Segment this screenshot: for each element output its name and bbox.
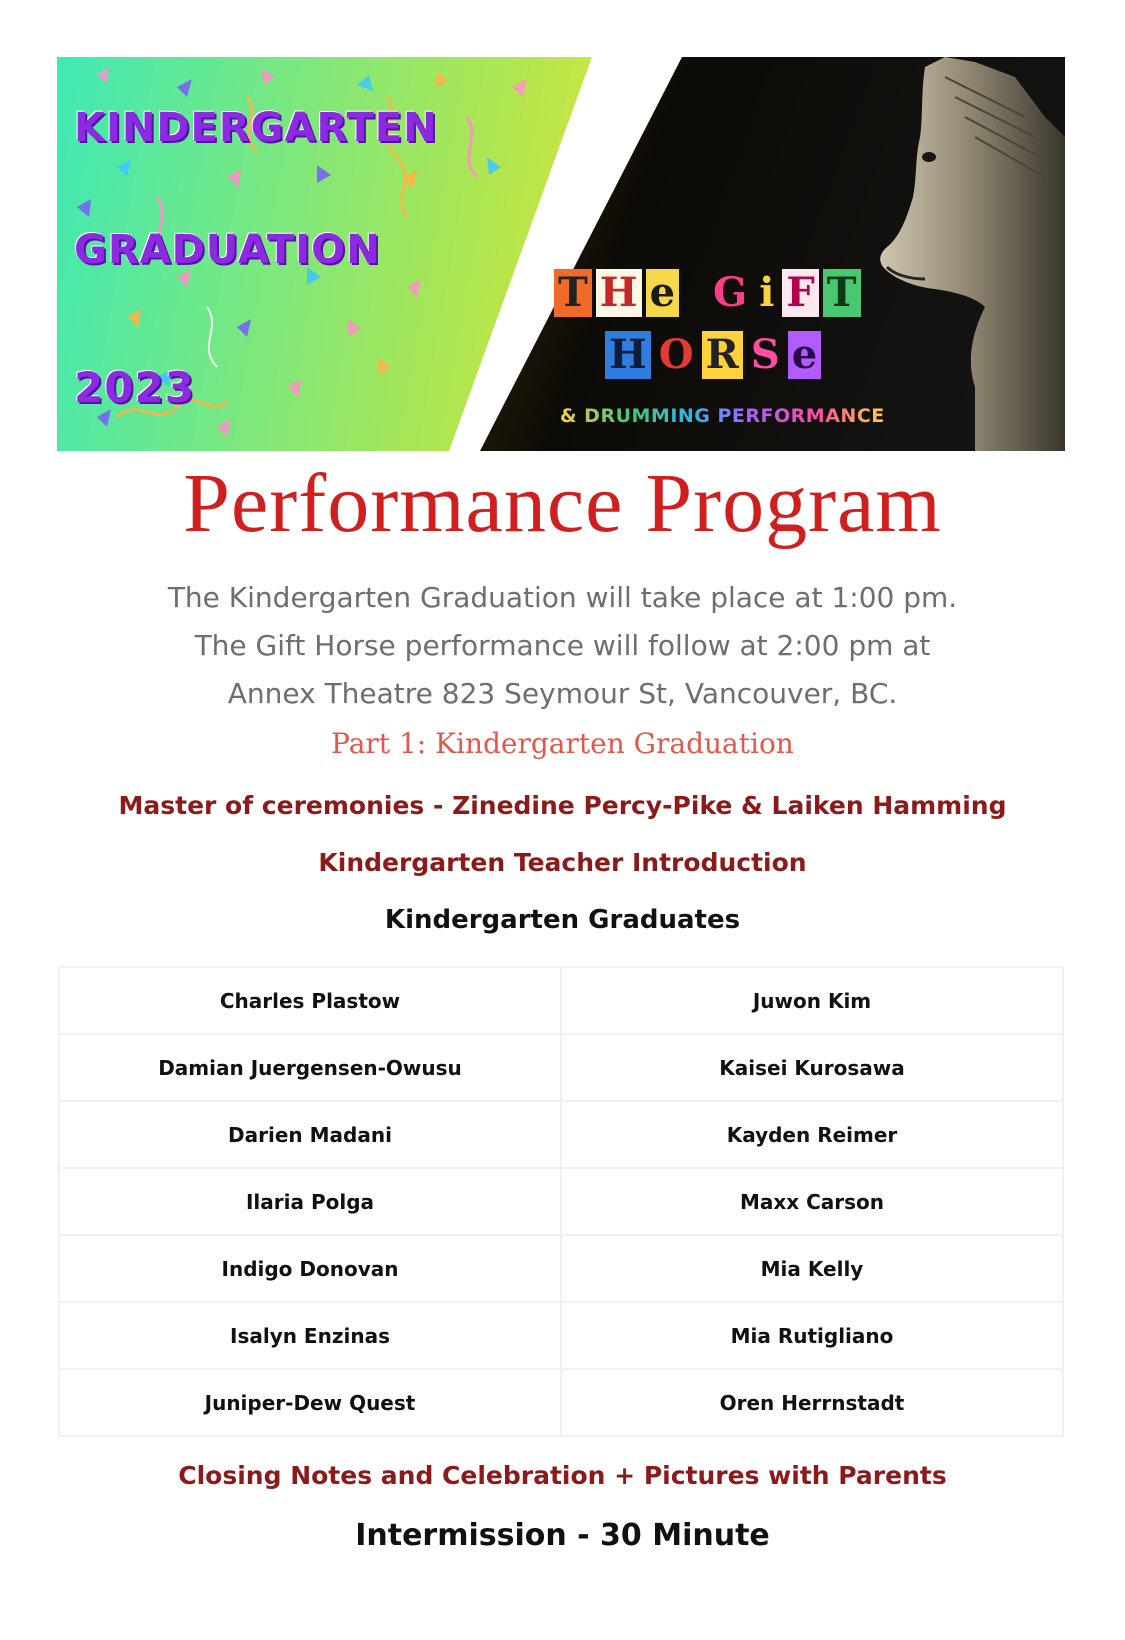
graduates-heading: Kindergarten Graduates — [384, 905, 741, 935]
banner-year-text: 2023 — [74, 363, 195, 412]
master-of-ceremonies: Master of ceremonies - Zinedine Percy-Pike & Laiken Hamming — [118, 791, 1007, 820]
header-banner — [57, 57, 1065, 451]
event-info-line: The Gift Horse performance will follow at 2:00 pm at — [194, 629, 931, 662]
graduate-name: Mia Kelly — [561, 1235, 1063, 1302]
graduate-name: Maxx Carson — [561, 1168, 1063, 1235]
table-row — [59, 967, 1063, 1034]
page-title: Performance Program — [183, 457, 942, 550]
event-info — [0, 574, 1125, 718]
banner-kindergarten-text: KINDERGARTEN — [74, 105, 438, 151]
graduate-name: Kayden Reimer — [561, 1101, 1063, 1168]
graduate-name: Juwon Kim — [561, 967, 1063, 1034]
banner-subtitle-text: & DRUMMING PERFORMANCE — [560, 405, 885, 427]
graduate-name: Darien Madani — [59, 1101, 561, 1168]
gift-letter: H — [605, 331, 651, 379]
gift-letter: F — [782, 269, 818, 317]
gift-letter: T — [554, 269, 592, 317]
gift-letter: e — [788, 331, 821, 379]
closing-notes: Closing Notes and Celebration + Pictures with Parents — [178, 1461, 947, 1490]
graduate-name: Oren Herrnstadt — [561, 1369, 1063, 1436]
table-row — [59, 1168, 1063, 1235]
intermission-note: Intermission - 30 Minute — [355, 1518, 770, 1553]
gift-letter: R — [702, 331, 743, 379]
event-info-line: Annex Theatre 823 Seymour St, Vancouver, BC. — [227, 677, 898, 710]
part1-heading: Part 1: Kindergarten Graduation — [331, 727, 794, 760]
gift-letter: e — [646, 269, 679, 317]
table-row — [59, 1235, 1063, 1302]
graduate-name: Indigo Donovan — [59, 1235, 561, 1302]
graduate-name: Mia Rutigliano — [561, 1302, 1063, 1369]
graduate-name: Ilaria Polga — [59, 1168, 561, 1235]
horse-image — [825, 57, 1065, 451]
gift-letter: H — [596, 269, 642, 317]
teacher-introduction: Kindergarten Teacher Introduction — [318, 848, 807, 877]
graduate-name: Damian Juergensen-Owusu — [59, 1034, 561, 1101]
event-info-line: The Kindergarten Graduation will take place at 1:00 pm. — [167, 581, 958, 614]
gift-letter: O — [658, 331, 694, 378]
gift-letter: S — [750, 331, 780, 378]
gift-letter: i — [759, 269, 775, 316]
graduate-name: Charles Plastow — [59, 967, 561, 1034]
table-row — [59, 1101, 1063, 1168]
table-row — [59, 1034, 1063, 1101]
gift-title-row1 — [554, 269, 861, 317]
table-row — [59, 1302, 1063, 1369]
banner-graduation-text: GRADUATION — [74, 227, 381, 273]
graduate-name: Kaisei Kurosawa — [561, 1034, 1063, 1101]
graduate-name: Juniper-Dew Quest — [59, 1369, 561, 1436]
gift-title-row2 — [605, 331, 821, 379]
gift-letter: T — [823, 269, 861, 317]
graduates-table — [58, 966, 1064, 1437]
gift-letter: G — [713, 269, 748, 316]
table-row — [59, 1369, 1063, 1436]
banner-subtitle — [560, 405, 885, 427]
graduate-name: Isalyn Enzinas — [59, 1302, 561, 1369]
